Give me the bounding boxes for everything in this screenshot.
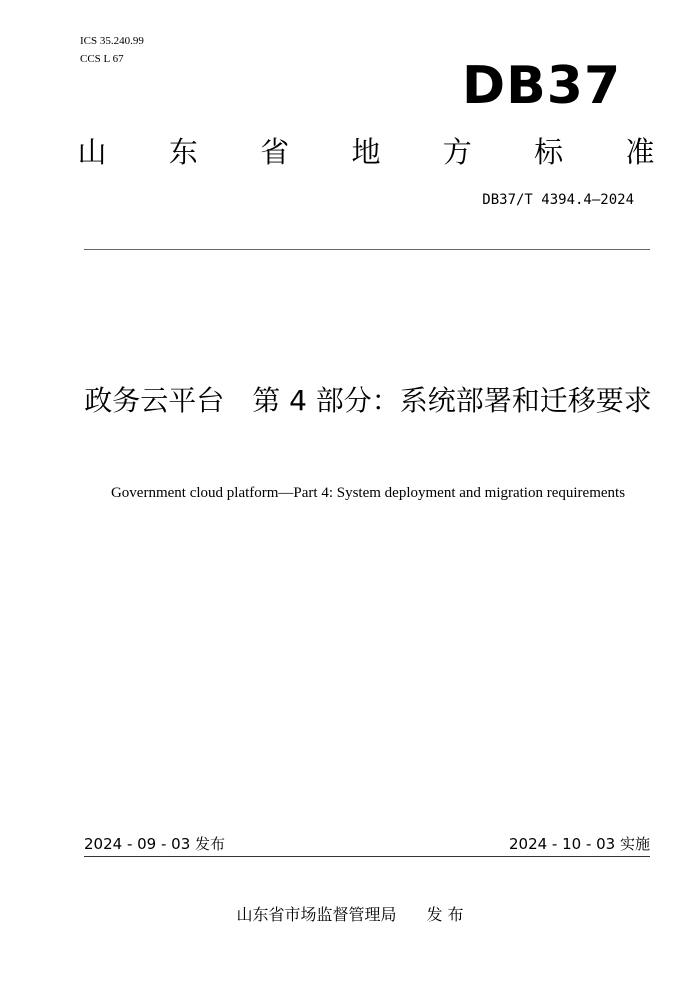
- implementation-date: 2024 - 10 - 03 实施: [508, 835, 650, 853]
- top-divider: [84, 249, 650, 250]
- publish-date: 2024 - 09 - 03 发布: [84, 835, 226, 853]
- issuer-line: [0, 904, 700, 926]
- english-title: Government cloud platform—Part 4: System deployment and migration requirements: [110, 485, 626, 501]
- category-char: 标: [534, 135, 564, 169]
- db37-logo: [462, 58, 622, 114]
- issuer-name: 山东省市场监督管理局: [236, 905, 397, 924]
- category-char: 省: [260, 135, 290, 169]
- category-char: 东: [168, 135, 198, 169]
- logo-text: DB37: [462, 56, 622, 116]
- ccs-code: CCS L 67: [80, 53, 124, 65]
- category-char: 山: [77, 135, 107, 169]
- bottom-divider: [84, 856, 650, 857]
- category-char: 方: [442, 135, 472, 169]
- ics-code: ICS 35.240.99: [80, 35, 144, 47]
- chinese-title: 政务云平台 第 4 部分：系统部署和迁移要求: [84, 384, 652, 417]
- issuer-action: 发 布: [426, 905, 464, 924]
- standard-category: [76, 132, 656, 172]
- category-char: 地: [351, 135, 381, 169]
- category-char: 准: [625, 135, 655, 169]
- standard-number: DB37/T 4394.4—2024: [482, 192, 634, 208]
